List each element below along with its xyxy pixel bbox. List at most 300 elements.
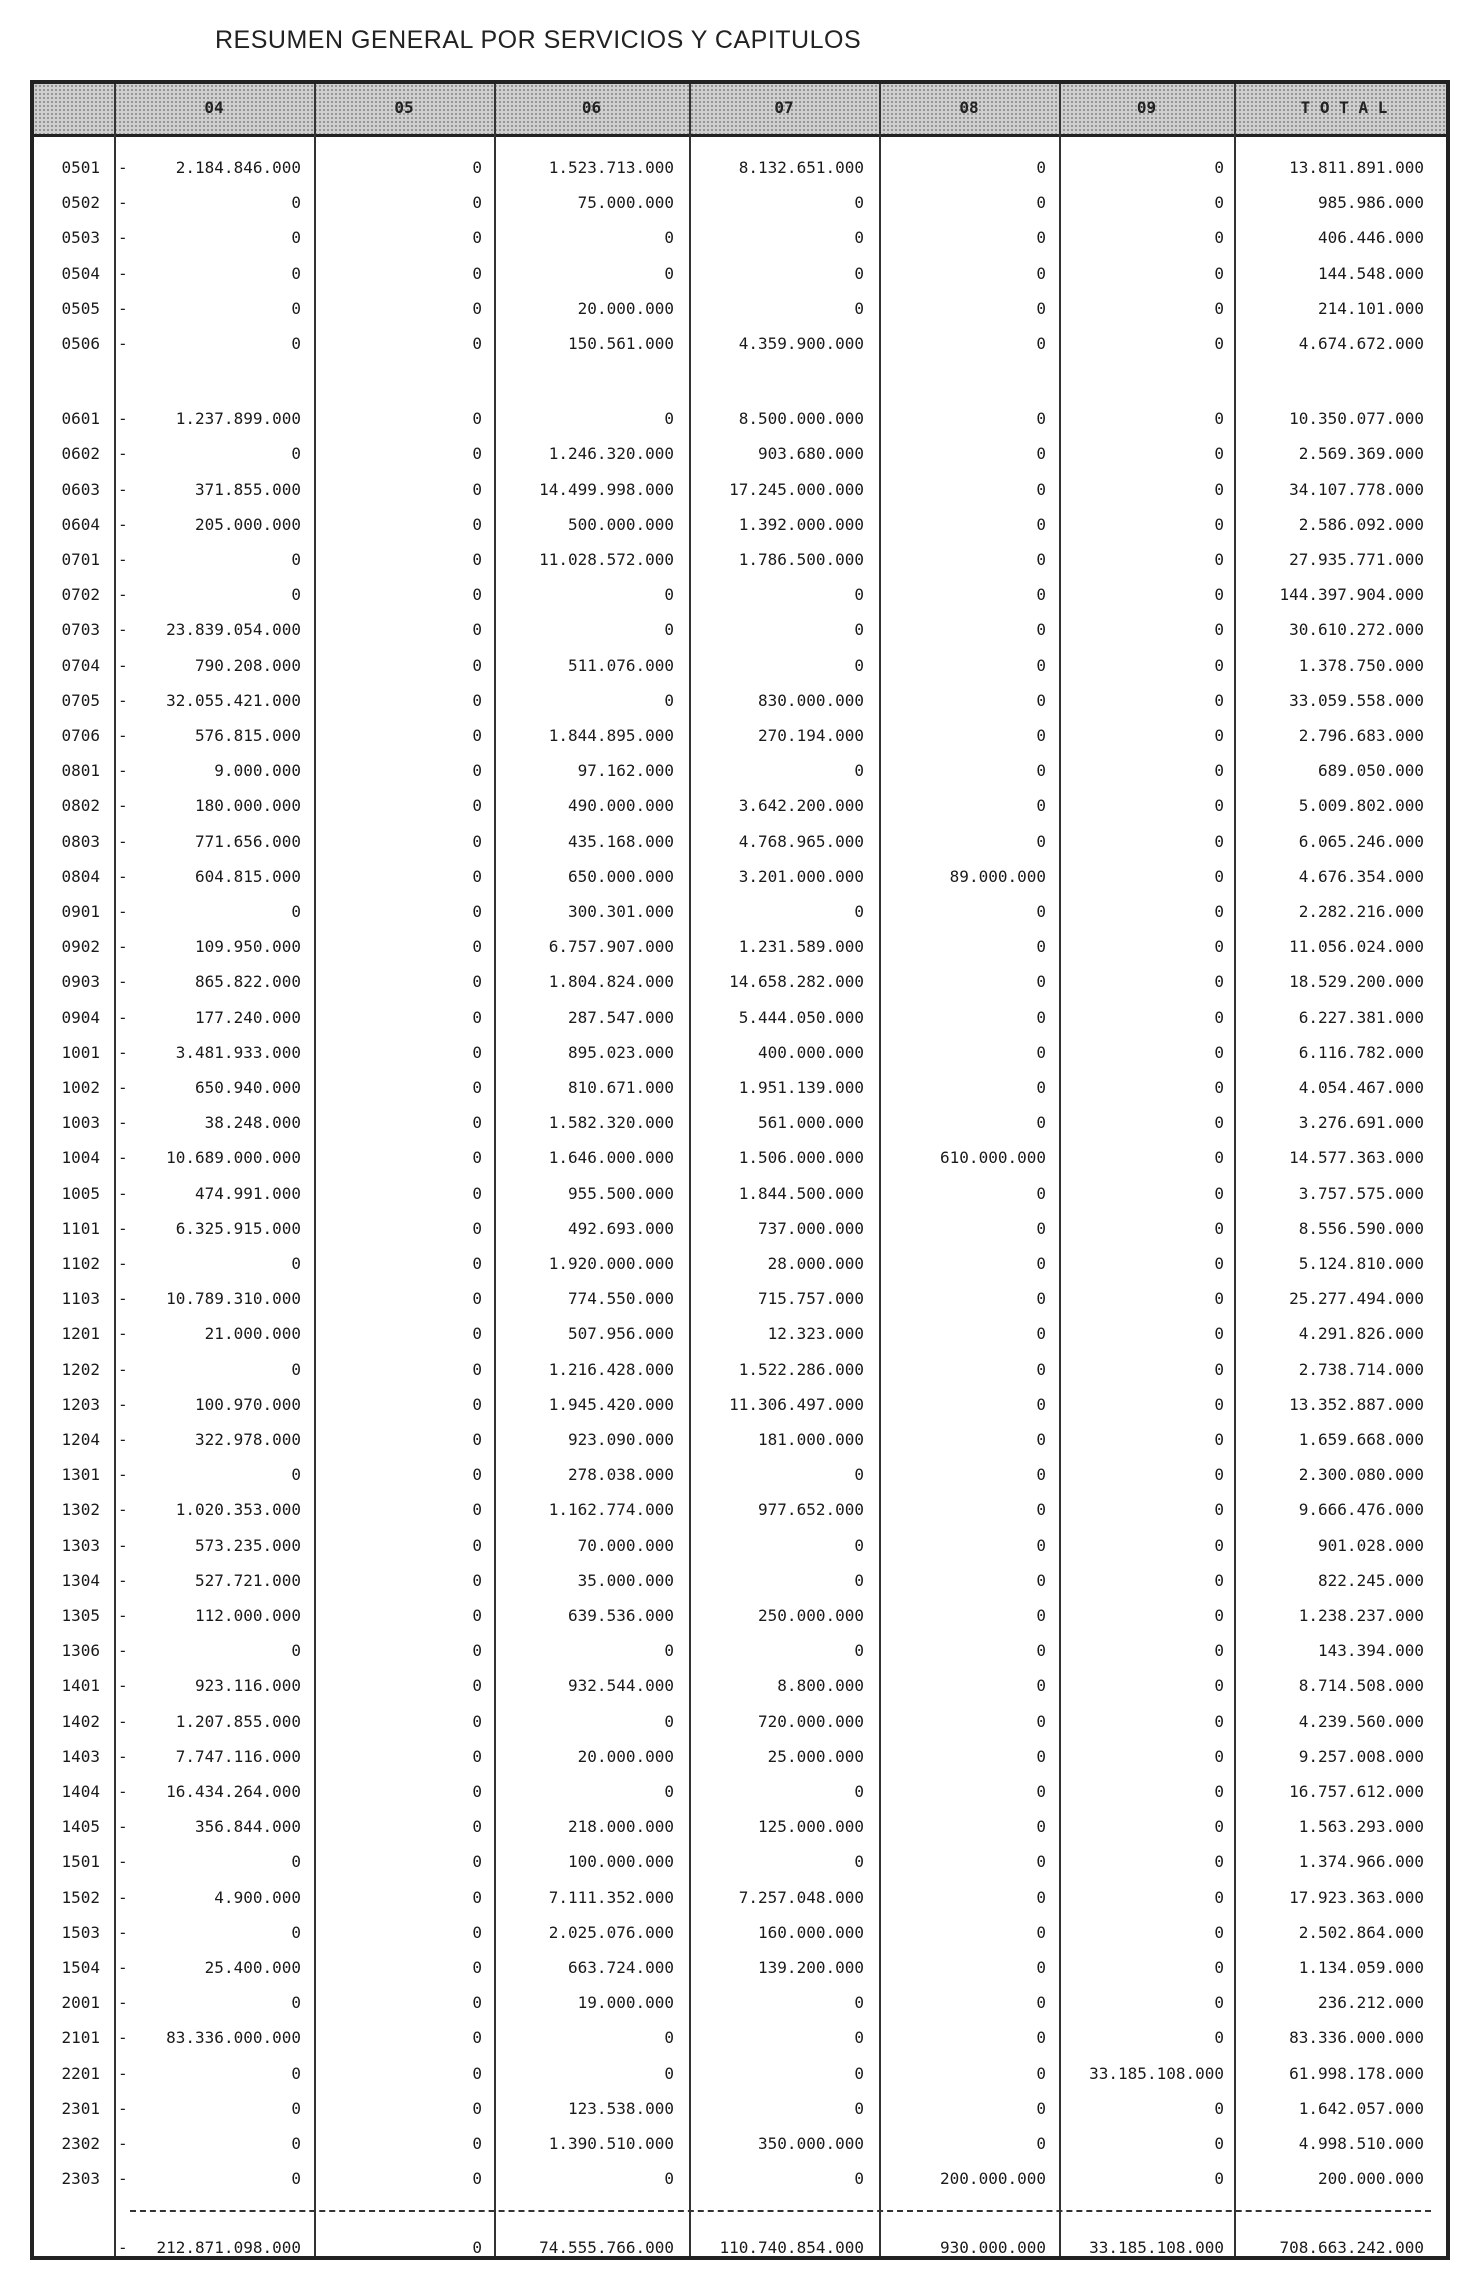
row-dash: -: [118, 2238, 128, 2258]
cell-value: 4.998.510.000: [1298, 2134, 1424, 2153]
row-dash: -: [118, 158, 128, 177]
cell-value: 16.434.264.000: [166, 1782, 301, 1801]
cell-value: 0: [472, 334, 482, 353]
total-value: 110.740.854.000: [719, 2238, 864, 2258]
cell-value: 0: [1214, 1641, 1224, 1661]
row-dash: -: [118, 831, 128, 851]
cell-value: 0: [472, 479, 482, 499]
cell-value: 0: [472, 1007, 482, 1027]
cell-value: 810.671.000: [568, 1078, 674, 1097]
cell-value: 0: [664, 2063, 674, 2083]
cell-value: 3.757.575.000: [1298, 1183, 1424, 1203]
row-dash: -: [118, 2063, 128, 2083]
cell-value: 0: [1214, 1289, 1224, 1309]
cell-value: 865.822.000: [195, 972, 301, 992]
cell-value: 23.839.054.000: [166, 620, 301, 640]
cell-value: 0: [1214, 1183, 1224, 1203]
cell-value: 0: [1036, 1958, 1046, 1977]
cell-value: 0: [664, 620, 674, 640]
row-dash: -: [118, 726, 128, 745]
service-code: 1405: [61, 1817, 100, 1837]
cell-value: 435.168.000: [568, 831, 674, 851]
cell-value: 0: [472, 831, 482, 851]
service-code: 1502: [61, 1887, 100, 1907]
cell-value: 8.800.000: [777, 1676, 864, 1696]
cell-value: 0: [1036, 409, 1046, 429]
cell-value: 11.056.024.000: [1289, 937, 1424, 957]
cell-value: 1.134.059.000: [1298, 1958, 1424, 1977]
cell-value: 0: [1214, 1465, 1224, 1485]
cell-value: 0: [472, 1042, 482, 1062]
cell-value: 0: [1036, 2028, 1046, 2048]
cell-value: 0: [854, 1570, 864, 1590]
cell-value: 771.656.000: [195, 831, 301, 851]
row-dash: -: [118, 263, 128, 283]
service-code: 1201: [61, 1324, 100, 1344]
cell-value: 0: [1036, 444, 1046, 464]
cell-value: 13.352.887.000: [1289, 1394, 1424, 1414]
total-value: 74.555.766.000: [539, 2238, 674, 2258]
cell-value: 1.920.000.000: [548, 1254, 674, 1273]
cell-value: 0: [1036, 1746, 1046, 1766]
row-dash: -: [118, 193, 128, 213]
cell-value: 0: [1214, 620, 1224, 640]
service-code: 1004: [61, 1148, 100, 1168]
row-dash: -: [118, 2098, 128, 2118]
cell-value: 1.506.000.000: [738, 1148, 864, 1168]
cell-value: 1.951.139.000: [738, 1078, 864, 1097]
cell-value: 0: [1036, 690, 1046, 710]
cell-value: 2.282.216.000: [1298, 902, 1424, 921]
cell-value: 0: [1214, 1993, 1224, 2013]
cell-value: 0: [1214, 1148, 1224, 1168]
cell-value: 923.090.000: [568, 1430, 674, 1449]
cell-value: 0: [1214, 1500, 1224, 1520]
service-code: 2001: [61, 1993, 100, 2013]
cell-value: 0: [1214, 2169, 1224, 2189]
cell-value: 10.689.000.000: [166, 1148, 301, 1168]
row-dash: -: [118, 1535, 128, 1555]
cell-value: 0: [1214, 550, 1224, 569]
cell-value: 200.000.000: [1318, 2169, 1424, 2189]
cell-value: 0: [472, 263, 482, 283]
cell-value: 0: [1214, 1324, 1224, 1344]
cell-value: 0: [472, 1852, 482, 1872]
service-code: 0803: [61, 831, 100, 851]
cell-value: 0: [1214, 228, 1224, 248]
cell-value: 0: [472, 228, 482, 248]
cell-value: 11.028.572.000: [539, 550, 674, 569]
cell-value: 0: [1214, 866, 1224, 886]
cell-value: 1.804.824.000: [548, 972, 674, 992]
cell-value: 0: [1036, 1359, 1046, 1379]
cell-value: 932.544.000: [568, 1676, 674, 1696]
column-header: 09: [1136, 98, 1157, 117]
service-code: 0801: [61, 761, 100, 781]
cell-value: 923.116.000: [195, 1676, 301, 1696]
cell-value: 1.945.420.000: [548, 1394, 674, 1414]
cell-value: 2.300.080.000: [1298, 1465, 1424, 1485]
service-code: 0702: [61, 585, 100, 605]
service-code: 1002: [61, 1078, 100, 1097]
cell-value: 0: [1214, 1782, 1224, 1801]
service-code: 1306: [61, 1641, 100, 1661]
cell-value: 123.538.000: [568, 2098, 674, 2118]
cell-value: 30.610.272.000: [1289, 620, 1424, 640]
service-code: 0506: [61, 334, 100, 353]
cell-value: 1.207.855.000: [175, 1711, 301, 1731]
cell-value: 1.378.750.000: [1298, 655, 1424, 675]
row-dash: -: [118, 1042, 128, 1062]
cell-value: 0: [472, 1254, 482, 1273]
cell-value: 1.238.237.000: [1298, 1606, 1424, 1625]
cell-value: 0: [472, 550, 482, 569]
cell-value: 12.323.000: [767, 1324, 864, 1344]
service-code: 0903: [61, 972, 100, 992]
service-code: 0502: [61, 193, 100, 213]
cell-value: 35.000.000: [577, 1570, 674, 1590]
cell-value: 0: [472, 1641, 482, 1661]
cell-value: 0: [472, 585, 482, 605]
cell-value: 144.548.000: [1318, 263, 1424, 283]
cell-value: 1.522.286.000: [738, 1359, 864, 1379]
cell-value: 0: [1036, 1289, 1046, 1309]
service-code: 2301: [61, 2098, 100, 2118]
cell-value: 25.000.000: [767, 1746, 864, 1766]
row-dash: -: [118, 1148, 128, 1168]
cell-value: 287.547.000: [568, 1007, 674, 1027]
row-dash: -: [118, 1324, 128, 1344]
cell-value: 5.444.050.000: [738, 1007, 864, 1027]
cell-value: 0: [1214, 1042, 1224, 1062]
cell-value: 0: [472, 796, 482, 816]
cell-value: 0: [664, 1641, 674, 1661]
cell-value: 0: [1036, 726, 1046, 745]
cell-value: 0: [1036, 263, 1046, 283]
cell-value: 507.956.000: [568, 1324, 674, 1344]
cell-value: 0: [291, 334, 301, 353]
service-code: 2201: [61, 2063, 100, 2083]
cell-value: 0: [854, 655, 864, 675]
cell-value: 0: [291, 1641, 301, 1661]
cell-value: 214.101.000: [1318, 298, 1424, 318]
cell-value: 0: [1036, 193, 1046, 213]
cell-value: 0: [1036, 1817, 1046, 1837]
cell-value: 160.000.000: [758, 1922, 864, 1942]
cell-value: 0: [1036, 1606, 1046, 1625]
cell-value: 6.227.381.000: [1298, 1007, 1424, 1027]
cell-value: 6.757.907.000: [548, 937, 674, 957]
cell-value: 0: [1036, 1570, 1046, 1590]
cell-value: 0: [1036, 1641, 1046, 1661]
cell-value: 112.000.000: [195, 1606, 301, 1625]
total-value: 33.185.108.000: [1089, 2238, 1224, 2258]
cell-value: 0: [664, 228, 674, 248]
cell-value: 774.550.000: [568, 1289, 674, 1309]
service-code: 0705: [61, 690, 100, 710]
cell-value: 0: [854, 193, 864, 213]
cell-value: 689.050.000: [1318, 761, 1424, 781]
cell-value: 0: [1214, 1711, 1224, 1731]
row-dash: -: [118, 1606, 128, 1625]
cell-value: 0: [472, 1993, 482, 2013]
cell-value: 181.000.000: [758, 1430, 864, 1449]
cell-value: 0: [1036, 1922, 1046, 1942]
cell-value: 0: [472, 1922, 482, 1942]
cell-value: 720.000.000: [758, 1711, 864, 1731]
service-code: 1101: [61, 1218, 100, 1238]
service-code: 1401: [61, 1676, 100, 1696]
cell-value: 0: [1036, 937, 1046, 957]
service-code: 1003: [61, 1113, 100, 1133]
cell-value: 9.000.000: [214, 761, 301, 781]
cell-value: 0: [1036, 902, 1046, 921]
cell-value: 0: [1214, 1606, 1224, 1625]
cell-value: 0: [1036, 158, 1046, 177]
row-dash: -: [118, 409, 128, 429]
cell-value: 100.970.000: [195, 1394, 301, 1414]
cell-value: 1.786.500.000: [738, 550, 864, 569]
cell-value: 0: [1036, 972, 1046, 992]
cell-value: 4.239.560.000: [1298, 1711, 1424, 1731]
service-code: 1305: [61, 1606, 100, 1625]
cell-value: 0: [1214, 1922, 1224, 1942]
cell-value: 573.235.000: [195, 1535, 301, 1555]
cell-value: 0: [291, 2169, 301, 2189]
cell-value: 6.325.915.000: [175, 1218, 301, 1238]
column-divider: [879, 84, 881, 2256]
total-value: 930.000.000: [940, 2238, 1046, 2258]
cell-value: 200.000.000: [940, 2169, 1046, 2189]
cell-value: 3.642.200.000: [738, 796, 864, 816]
cell-value: 0: [1214, 1113, 1224, 1133]
cell-value: 0: [472, 972, 482, 992]
cell-value: 33.185.108.000: [1089, 2063, 1224, 2083]
cell-value: 0: [1036, 1535, 1046, 1555]
cell-value: 0: [1036, 585, 1046, 605]
row-dash: -: [118, 761, 128, 781]
column-header: T O T A L: [1300, 98, 1388, 117]
cell-value: 1.216.428.000: [548, 1359, 674, 1379]
cell-value: 8.132.651.000: [738, 158, 864, 177]
cell-value: 18.529.200.000: [1289, 972, 1424, 992]
row-dash: -: [118, 1852, 128, 1872]
cell-value: 0: [1036, 1500, 1046, 1520]
cell-value: 1.646.000.000: [548, 1148, 674, 1168]
row-dash: -: [118, 550, 128, 569]
cell-value: 0: [472, 2134, 482, 2153]
cell-value: 0: [1214, 2098, 1224, 2118]
service-code: 0701: [61, 550, 100, 569]
cell-value: 0: [1214, 726, 1224, 745]
cell-value: 0: [472, 1746, 482, 1766]
page-title: RESUMEN GENERAL POR SERVICIOS Y CAPITULOS: [215, 26, 862, 54]
cell-value: 0: [1036, 334, 1046, 353]
cell-value: 490.000.000: [568, 796, 674, 816]
cell-value: 0: [1036, 1465, 1046, 1485]
cell-value: 0: [664, 1782, 674, 1801]
cell-value: 0: [854, 228, 864, 248]
cell-value: 0: [1214, 444, 1224, 464]
cell-value: 639.536.000: [568, 1606, 674, 1625]
cell-value: 0: [1036, 550, 1046, 569]
cell-value: 0: [1214, 514, 1224, 534]
cell-value: 1.237.899.000: [175, 409, 301, 429]
row-dash: -: [118, 2134, 128, 2153]
service-code: 1204: [61, 1430, 100, 1449]
cell-value: 0: [1214, 831, 1224, 851]
cell-value: 2.586.092.000: [1298, 514, 1424, 534]
row-dash: -: [118, 1782, 128, 1801]
column-header: 05: [394, 98, 414, 117]
cell-value: 0: [854, 2169, 864, 2189]
cell-value: 0: [1036, 1711, 1046, 1731]
cell-value: 0: [1214, 761, 1224, 781]
column-divider: [494, 84, 496, 2256]
cell-value: 561.000.000: [758, 1113, 864, 1133]
cell-value: 0: [291, 1993, 301, 2013]
cell-value: 0: [472, 1817, 482, 1837]
column-header: 04: [204, 98, 224, 117]
row-dash: -: [118, 902, 128, 921]
cell-value: 0: [1214, 1746, 1224, 1766]
cell-value: 0: [472, 2063, 482, 2083]
column-divider: [1234, 84, 1236, 2256]
cell-value: 0: [1214, 972, 1224, 992]
service-code: 0902: [61, 937, 100, 957]
row-dash: -: [118, 972, 128, 992]
service-code: 1402: [61, 1711, 100, 1731]
cell-value: 20.000.000: [577, 1746, 674, 1766]
cell-value: 180.000.000: [195, 796, 301, 816]
cell-value: 139.200.000: [758, 1958, 864, 1977]
cell-value: 356.844.000: [195, 1817, 301, 1837]
cell-value: 0: [854, 1465, 864, 1485]
cell-value: 0: [1036, 1782, 1046, 1801]
cell-value: 0: [664, 585, 674, 605]
cell-value: 0: [472, 1359, 482, 1379]
cell-value: 5.009.802.000: [1298, 796, 1424, 816]
cell-value: 0: [854, 1852, 864, 1872]
cell-value: 0: [854, 2063, 864, 2083]
cell-value: 0: [472, 1324, 482, 1344]
cell-value: 75.000.000: [577, 193, 674, 213]
cell-value: 2.502.864.000: [1298, 1922, 1424, 1942]
cell-value: 4.359.900.000: [738, 334, 864, 353]
cell-value: 0: [1214, 1078, 1224, 1097]
cell-value: 610.000.000: [940, 1148, 1046, 1168]
cell-value: 650.940.000: [195, 1078, 301, 1097]
cell-value: 0: [1036, 655, 1046, 675]
cell-value: 0: [854, 1993, 864, 2013]
cell-value: 0: [1214, 1817, 1224, 1837]
cell-value: 576.815.000: [195, 726, 301, 745]
row-dash: -: [118, 1359, 128, 1379]
cell-value: 0: [1214, 1887, 1224, 1907]
cell-value: 400.000.000: [758, 1042, 864, 1062]
service-code: 2101: [61, 2028, 100, 2048]
cell-value: 1.523.713.000: [548, 158, 674, 177]
row-dash: -: [118, 690, 128, 710]
total-value: 212.871.098.000: [156, 2238, 301, 2258]
cell-value: 97.162.000: [577, 761, 674, 781]
row-dash: -: [118, 1993, 128, 2013]
cell-value: 0: [1036, 2063, 1046, 2083]
cell-value: 0: [664, 690, 674, 710]
cell-value: 125.000.000: [758, 1817, 864, 1837]
cell-value: 650.000.000: [568, 866, 674, 886]
cell-value: 0: [472, 937, 482, 957]
cell-value: 0: [854, 1782, 864, 1801]
cell-value: 0: [1214, 1394, 1224, 1414]
service-code: 0706: [61, 726, 100, 745]
row-dash: -: [118, 866, 128, 886]
cell-value: 1.246.320.000: [548, 444, 674, 464]
cell-value: 5.124.810.000: [1298, 1254, 1424, 1273]
cell-value: 0: [1214, 585, 1224, 605]
cell-value: 0: [472, 1465, 482, 1485]
cell-value: 474.991.000: [195, 1183, 301, 1203]
service-code: 1303: [61, 1535, 100, 1555]
service-code: 2303: [61, 2169, 100, 2189]
cell-value: 144.397.904.000: [1279, 585, 1424, 605]
cell-value: 322.978.000: [195, 1430, 301, 1449]
cell-value: 3.201.000.000: [738, 866, 864, 886]
cell-value: 0: [472, 620, 482, 640]
cell-value: 100.000.000: [568, 1852, 674, 1872]
row-dash: -: [118, 1711, 128, 1731]
cell-value: 371.855.000: [195, 479, 301, 499]
cell-value: 1.374.966.000: [1298, 1852, 1424, 1872]
cell-value: 0: [291, 1852, 301, 1872]
cell-value: 1.020.353.000: [175, 1500, 301, 1520]
cell-value: 0: [291, 193, 301, 213]
cell-value: 10.350.077.000: [1289, 409, 1424, 429]
cell-value: 0: [854, 585, 864, 605]
cell-value: 0: [1036, 761, 1046, 781]
row-dash: -: [118, 1922, 128, 1942]
cell-value: 0: [854, 902, 864, 921]
cell-value: 0: [1214, 298, 1224, 318]
cell-value: 0: [472, 1570, 482, 1590]
row-dash: -: [118, 1500, 128, 1520]
cell-value: 0: [291, 1465, 301, 1485]
cell-value: 0: [1036, 1993, 1046, 2013]
cell-value: 0: [291, 263, 301, 283]
service-code: 1404: [61, 1782, 100, 1801]
cell-value: 0: [472, 409, 482, 429]
row-dash: -: [118, 514, 128, 534]
cell-value: 0: [1214, 479, 1224, 499]
cell-value: 0: [1036, 228, 1046, 248]
cell-value: 0: [664, 263, 674, 283]
cell-value: 1.231.589.000: [738, 937, 864, 957]
cell-value: 8.714.508.000: [1298, 1676, 1424, 1696]
cell-value: 0: [854, 2098, 864, 2118]
service-code: 1203: [61, 1394, 100, 1414]
cell-value: 177.240.000: [195, 1007, 301, 1027]
cell-value: 83.336.000.000: [166, 2028, 301, 2048]
cell-value: 0: [1036, 1218, 1046, 1238]
cell-value: 492.693.000: [568, 1218, 674, 1238]
row-dash: -: [118, 228, 128, 248]
cell-value: 790.208.000: [195, 655, 301, 675]
cell-value: 17.923.363.000: [1289, 1887, 1424, 1907]
cell-value: 14.658.282.000: [729, 972, 864, 992]
cell-value: 0: [472, 2028, 482, 2048]
cell-value: 0: [291, 1922, 301, 1942]
cell-value: 4.674.672.000: [1298, 334, 1424, 353]
